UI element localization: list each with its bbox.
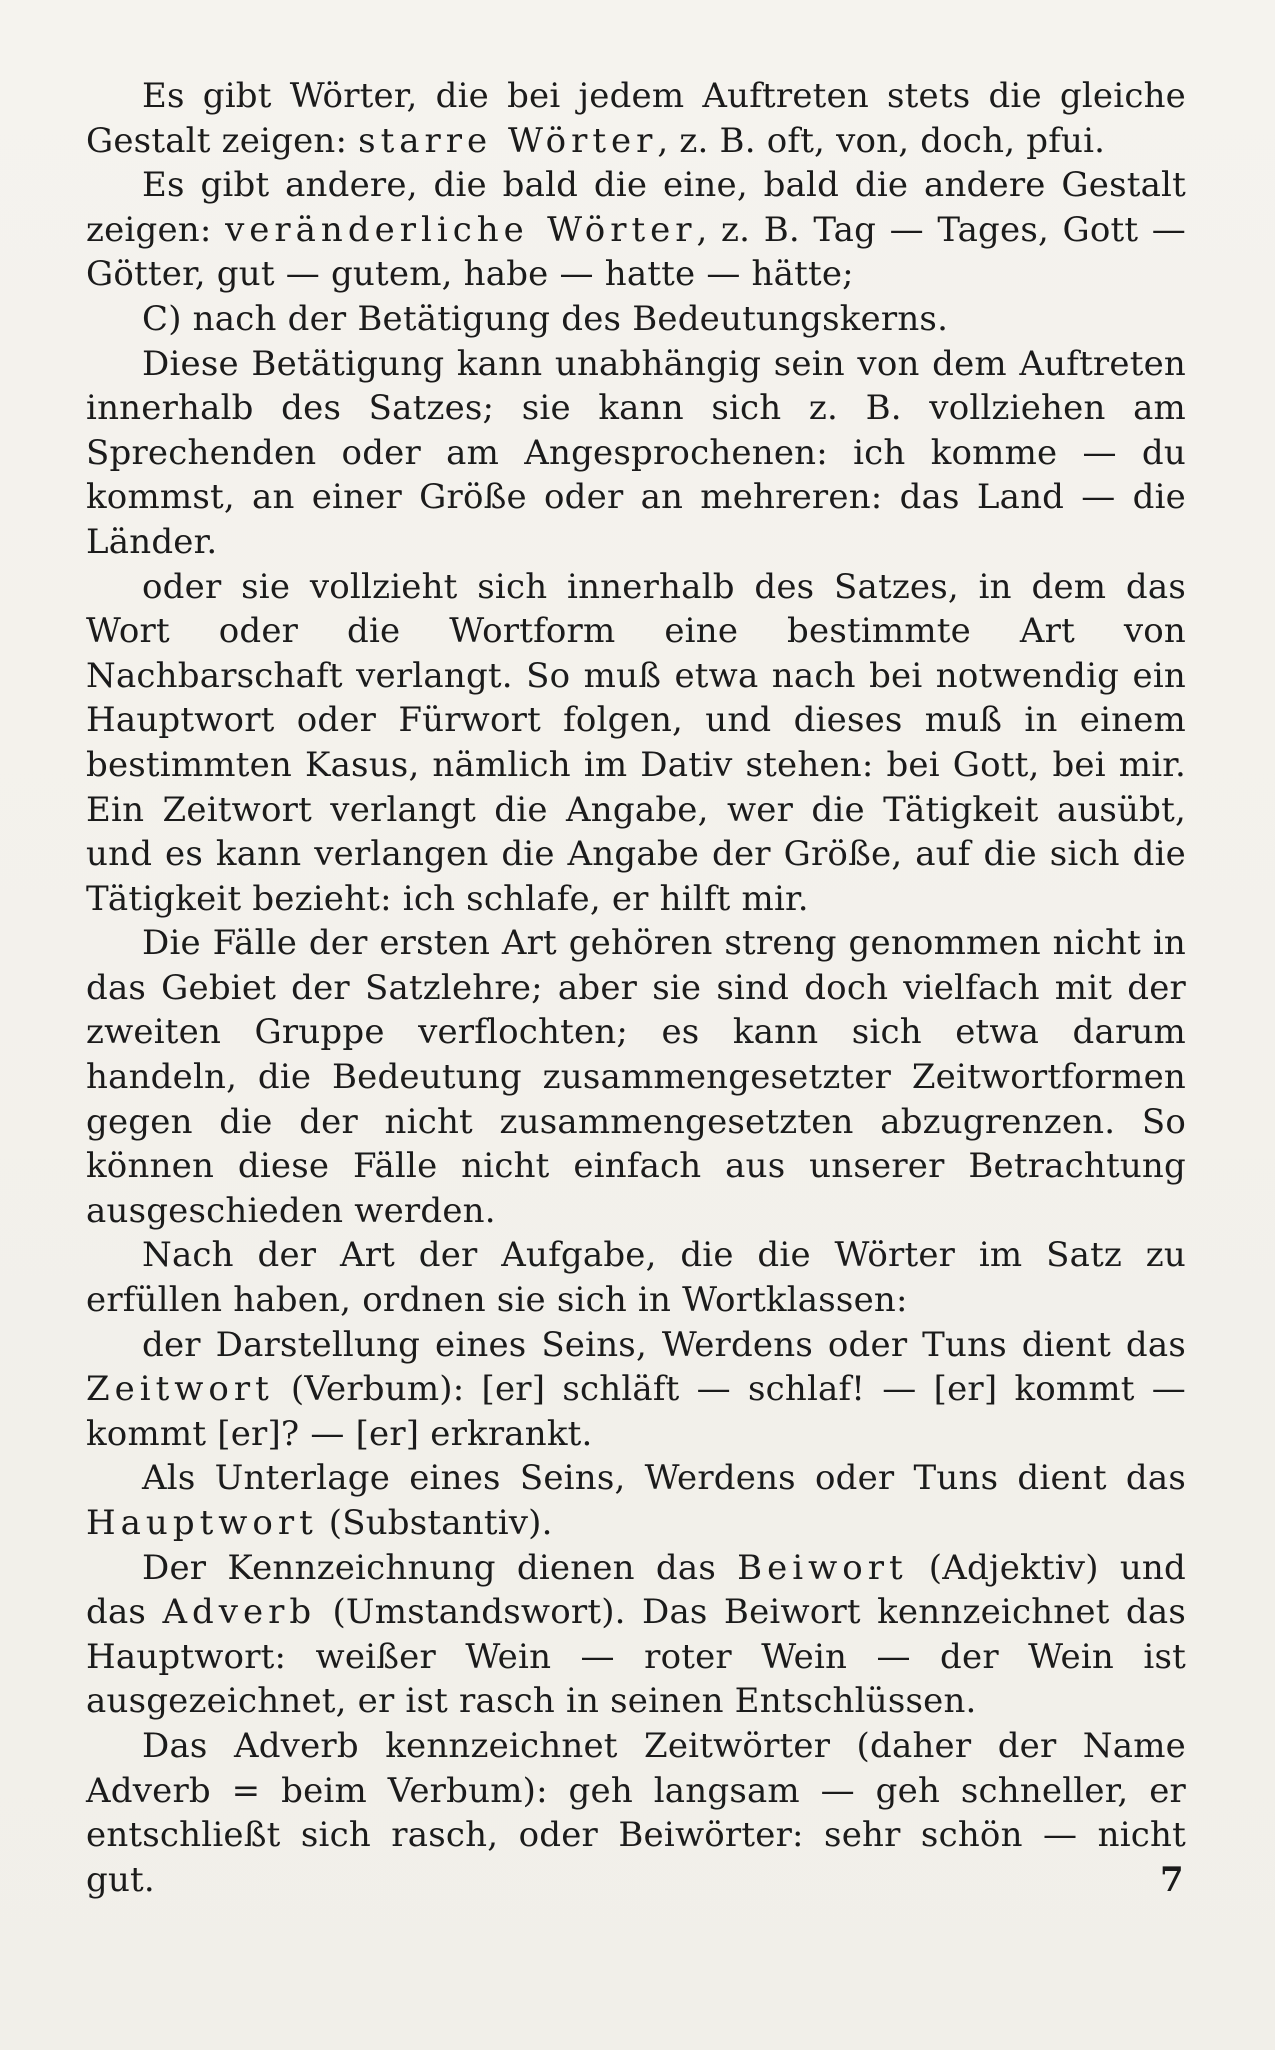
text-run: der Darstellung eines Seins, Werdens oder Tuns dient das — [142, 1324, 1186, 1365]
emphasized-term: Zeitwort — [86, 1369, 274, 1410]
paragraph-innerhalb-satzes: oder sie vollzieht sich innerhalb des Satzes, in dem das Wort oder die Wortform eine bestimmte Art von Nachbarschaft verlangt. So muß etwa nach bei notwendig ein Hauptwort oder Fürwort folgen, und dieses muß in einem bestimmten Kasus, nämlich im Dativ stehen: bei Gott, bei mir. Ein Zeitwort verlangt die Angabe, wer die Tätigkeit ausübt, und es kann verlangen die Angabe der Größe, auf die sich die Tätigkeit bezieht: ich schlafe, er hilft mir. — [86, 566, 1186, 919]
paragraph-starre-woerter — [86, 74, 1186, 163]
text-run: , z. B. oft, von, doch, pfui. — [657, 120, 1106, 161]
paragraph-faelle-erster-art: Die Fälle der ersten Art gehören streng genommen nicht in das Gebiet der Satzlehre; aber sie sind doch vielfach mit der zweiten Gruppe verflochten; es kann sich etwa darum handeln, die Bedeutung zusammengesetzter Zeitwortformen gegen die der nicht zusammengesetzten abzugrenzen. So können diese Fälle nicht einfach aus unserer Betrachtung ausgeschieden werden. — [86, 923, 1186, 1231]
text-run: Es gibt andere, die bald die eine, bald die andere Gestalt zeigen: — [86, 165, 1186, 250]
page-number: 7 — [1160, 1860, 1184, 1900]
text-run: Der Kennzeichnung dienen das — [142, 1547, 738, 1588]
text-run: , z. B. Tag — Tages, Gott — Götter, gut — gutem, habe — hatte — hätte; — [86, 209, 1187, 295]
paragraph-beiwort-adverb — [86, 1546, 1186, 1724]
paragraph-adverb: Das Adverb kennzeichnet Zeitwörter (daher der Name Adverb = beim Verbum): geh langsam — geh schneller, er entschließt sich rasch, oder Beiwörter: sehr schön — nicht gut. — [86, 1725, 1186, 1900]
emphasized-term: Beiwort — [737, 1547, 908, 1588]
emphasized-term: Adverb — [162, 1592, 317, 1633]
paragraph-veraenderliche-woerter — [86, 163, 1186, 297]
paragraph-hauptwort — [86, 1456, 1186, 1545]
text-run: Es gibt Wörter, die bei jedem Auftreten stets die gleiche Gestalt zeigen: — [86, 76, 1186, 161]
emphasized-term: starre Wörter — [358, 120, 658, 161]
text-run: (Substantiv). — [317, 1503, 553, 1543]
section-heading-c: C) nach der Betätigung des Bedeutungskerns. — [142, 298, 949, 339]
text-run: (Verbum): [er] schläft — schlaf! — [er] kommt — kommt [er]? — [er] erkrankt. — [86, 1369, 1186, 1454]
emphasized-term: Hauptwort — [86, 1503, 318, 1543]
emphasized-term: veränderliche Wörter — [225, 209, 697, 250]
paragraph-zeitwort — [86, 1323, 1186, 1457]
text-run: (Umstandswort). Das Beiwort kennzeichnet das Hauptwort: weißer Wein — roter Wein — der Wein ist ausgezeichnet, er ist rasch in seinen Entschlüssen. — [86, 1592, 1187, 1722]
text-run: (Adjektiv) und das — [86, 1547, 1186, 1633]
paragraph-betaetigung: Diese Betätigung kann unabhängig sein von dem Auftreten innerhalb des Satzes; sie kann sich z. B. vollziehen am Sprechenden oder am Angesprochenen: ich komme — du kommst, an einer Größe oder an mehreren: das Land — die Länder. — [86, 343, 1186, 562]
paragraph-wortklassen: Nach der Art der Aufgabe, die die Wörter im Satz zu erfüllen haben, ordnen sie sich in Wortklassen: — [86, 1235, 1186, 1321]
text-run: Als Unterlage eines Seins, Werdens oder Tuns dient das — [142, 1458, 1186, 1499]
body-text — [86, 74, 1186, 1902]
